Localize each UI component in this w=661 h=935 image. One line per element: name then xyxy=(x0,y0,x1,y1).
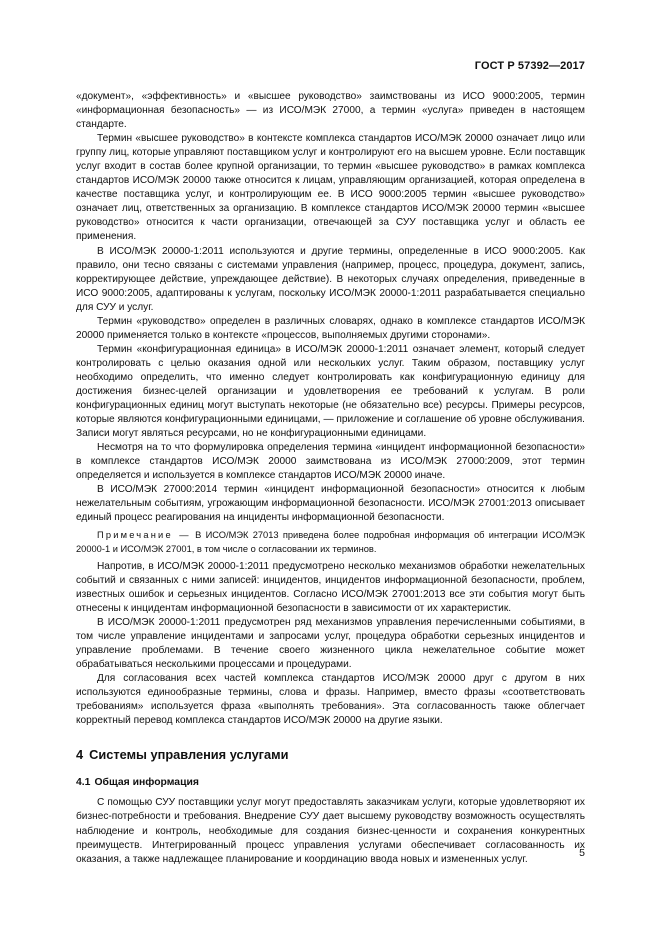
note xyxy=(76,529,585,555)
note-label: Примечание — xyxy=(97,530,191,541)
paragraph: Напротив, в ИСО/МЭК 20000-1:2011 предусмотрено несколько механизмов обработки нежелательных событий и связанных с ними записей: инцидентов, инцидентов информационной безопасности, проблем, известных ошибок и серьезных инцидентов. Согласно ИСО/МЭК 27001:2013 все эти события могут быть отнесены к инцидентам информационной безопасности в зависимости от их характеристик. xyxy=(76,560,585,614)
document-code: ГОСТ Р 57392—2017 xyxy=(474,60,585,72)
note-text: В ИСО/МЭК 27013 приведена более подробная информация об интеграции ИСО/МЭК 20000-1 и ИСО/МЭК 27001, в том числе о согласовании их терминов. xyxy=(76,530,585,554)
paragraph: Термин «руководство» определен в различных словарях, однако в комплексе стандартов ИСО/МЭК 20000 применяется только в контексте «процессов, выполняемых другими сторонами». xyxy=(76,315,585,341)
paragraph: Термин «высшее руководство» в контексте комплекса стандартов ИСО/МЭК 20000 означает лицо или группу лиц, которые управляют поставщиком услуг и контролируют его на высшем уровне. Если поставщик услуг входит в состав более крупной организации, то термин «высшее руководство» в рамках комплекса стандартов ИСО/МЭК 20000 также относится к лицам, управляющим организацией, которая определена в качестве поставщика услуг, и контролирующим ее. В ИСО 9000:2005 термин «высшее руководство» означает лиц, ответственных за организацию. В комплексе стандартов ИСО/МЭК 20000 термин «высшее руководство» относится к части организации, отвечающей за СУУ поставщика услуг и область ее применения. xyxy=(76,133,585,243)
paragraph: С помощью СУУ поставщики услуг могут предоставлять заказчикам услуги, которые удовлетворяют их бизнес-потребности и требования. Внедрение СУУ дает высшему руководству возможность осуществлять наблюдение и контроль, необходимые для создания бизнес-ценности и сохранения конкурентных преимуществ. Интегрированный процесс управления услугами обеспечивает согласованность их оказания, а также надлежащее планирование и координацию ввода новых и измененных услуг. xyxy=(76,797,585,865)
paragraph: В ИСО/МЭК 20000-1:2011 используются и другие термины, определенные в ИСО 9000:2005. Как правило, они тесно связаны с системами управления (например, процесс, процедура, документ, запись, корректирующее действие, упреждающее действие). В некоторых случаях определения, приведенные в ИСО 9000:2005, адаптированы к услугам, поскольку ИСО/МЭК 20000-1:2011 разрабатывается специально для СУУ и услуг. xyxy=(76,245,585,313)
section-title: Системы управления услугами xyxy=(89,747,289,763)
document-body xyxy=(76,90,585,867)
page-number: 5 xyxy=(579,847,585,859)
section-heading xyxy=(76,747,585,763)
paragraph: В ИСО/МЭК 20000-1:2011 предусмотрен ряд механизмов управления перечисленными событиями, в том числе управление инцидентами и запросами услуг, процедура обработки серьезных инцидентов и управление проблемами. В течение своего жизненного цикла нежелательное событие может обрабатываться несколькими процессами и процедурами. xyxy=(76,617,585,671)
subsection-heading xyxy=(76,776,585,790)
subsection-number: 4.1 xyxy=(76,777,91,789)
paragraph: Несмотря на то что формулировка определения термина «инцидент информационной безопасности» в комплексе стандартов ИСО/МЭК 20000 заимствована из ИСО/МЭК 27000:2009, этот термин определяется и используется в комплексе стандартов ИСО/МЭК 20000 иначе. xyxy=(76,442,585,482)
paragraph: Для согласования всех частей комплекса стандартов ИСО/МЭК 20000 друг с другом в них используются единообразные термины, слова и фразы. Например, вместо фразы «соответствовать требованиям» используется фраза «выполнять требования». Эта согласованность также облегчает корректный перевод комплекса стандартов ИСО/МЭК 20000 на другие языки. xyxy=(76,673,585,727)
section-number: 4 xyxy=(76,747,84,763)
paragraph: Термин «конфигурационная единица» в ИСО/МЭК 20000-1:2011 означает элемент, который следует контролировать с целью оказания одной или нескольких услуг. Таким образом, поставщику услуг необходимо определить, что именно следует контролировать как конфигурационную единицу для достижения бизнес-целей организации и удовлетворения ее требований к услугам. В роли конфигурационных единиц могут выступать некоторые (не обязательно все) ресурсы. Примеры ресурсов, которые являются конфигурационными единицами, — приложение и соглашение об уровне обслуживания. Записи могут являться ресурсами, но не конфигурационными единицами. xyxy=(76,343,585,440)
paragraph: «документ», «эффективность» и «высшее руководство» заимствованы из ИСО 9000:2005, термин «информационная безопасность» — из ИСО/МЭК 27000, а термин «услуга» приведен в настоящем стандарте. xyxy=(76,91,585,131)
subsection-title: Общая информация xyxy=(94,777,199,789)
paragraph: В ИСО/МЭК 27000:2014 термин «инцидент информационной безопасности» относится к любым нежелательным событиям, угрожающим информационной безопасности. ИСО/МЭК 27001:2013 описывает единый процесс реагирования на инциденты информационной безопасности. xyxy=(76,484,585,524)
